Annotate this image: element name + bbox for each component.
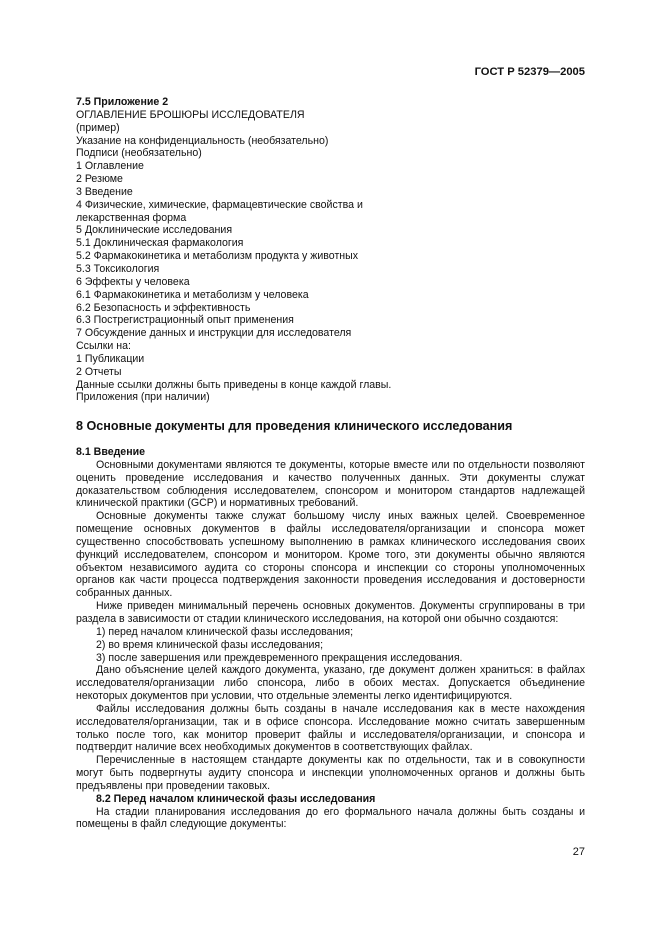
- section-8-title: 8 Основные документы для проведения клинического исследования: [76, 419, 513, 433]
- appendix-line: Указание на конфиденциальность (необязательно): [76, 134, 329, 147]
- appendix-line: 3 Введение: [76, 185, 133, 198]
- paragraph: На стадии планирования исследования до его формального начала должны быть созданы и помещены в файл следующие документы:: [76, 805, 585, 831]
- appendix-line: 6 Эффекты у человека: [76, 275, 190, 288]
- paragraph: Дано объяснение целей каждого документа, указано, где документ должен храниться: в файлах исследователя/организации либо спонсора, либо в обоих местах. Допускается объединение некоторых документов при условии, что отдельные элементы легко идентифицируются.: [76, 664, 585, 703]
- appendix-line: 2 Отчеты: [76, 365, 122, 378]
- subsection-8-2-heading: 8.2 Перед началом клинической фазы исследования: [96, 792, 376, 805]
- appendix-line: ОГЛАВЛЕНИЕ БРОШЮРЫ ИССЛЕДОВАТЕЛЯ: [76, 108, 305, 121]
- appendix-line: 2 Резюме: [76, 173, 123, 186]
- section-8-body: [76, 446, 585, 831]
- appendix-line: Приложения (при наличии): [76, 391, 210, 404]
- paragraph: Основные документы также служат большому числу иных важных целей. Своевременное помещение основных документов в файлы исследователя/организации и спонсора может существенно способствовать успешному выполнению в рамках клинического исследования своих функций исследователем, спонсором и монитором. Кроме того, эти документы обычно являются объектом независимого аудита со стороны спонсора и инспекции со стороны уполномоченных органов как части процесса подтверждения законности проведения исследования и достоверности собранных данных.: [76, 510, 585, 600]
- page-number: 27: [572, 846, 585, 858]
- paragraph: Ниже приведен минимальный перечень основных документов. Документы сгруппированы в три раздела в зависимости от стадии клинического исследования, на которой они обычно создаются:: [76, 600, 585, 625]
- paragraph: Основными документами являются те документы, которые вместе или по отдельности позволяют оценить проведение исследования и качество полученных данных. Эти документы служат доказательством соблюдения исследователем, спонсором и монитором стандартов надлежащей клинической практики (GCP) и нормативных требований.: [76, 458, 585, 510]
- appendix-block: [76, 96, 586, 404]
- appendix-line: 5.3 Токсикология: [76, 262, 160, 275]
- paragraph: Файлы исследования должны быть созданы в начале исследования как в месте нахождения исследователя/организации, так и в офисе спонсора. Исследование можно считать завершенным только после того, как монитор проверит файлы и исследователя/организации, и спонсора и подтвердит наличие всех необходимых документов в соответствующих файлах.: [76, 702, 585, 754]
- standard-header: ГОСТ Р 52379—2005: [474, 66, 585, 78]
- appendix-line: 6.1 Фармакокинетика и метаболизм у человека: [76, 288, 309, 301]
- appendix-line: 5.1 Доклиническая фармакология: [76, 237, 244, 250]
- appendix-line: 4 Физические, химические, фармацевтические свойства и: [76, 198, 363, 211]
- appendix-line: 6.2 Безопасность и эффективность: [76, 301, 251, 314]
- appendix-line: 6.3 Пострегистрационный опыт применения: [76, 314, 294, 327]
- appendix-heading: 7.5 Приложение 2: [76, 96, 169, 108]
- appendix-line: 1 Публикации: [76, 352, 145, 365]
- appendix-line: 5.2 Фармакокинетика и метаболизм продукта у животных: [76, 250, 359, 263]
- list-item: 2) во время клинической фазы исследования;: [96, 638, 324, 651]
- appendix-line: Подписи (необязательно): [76, 147, 202, 160]
- appendix-line: 1 Оглавление: [76, 160, 144, 173]
- list-item: 1) перед началом клинической фазы исследования;: [96, 625, 354, 638]
- appendix-line: Данные ссылки должны быть приведены в конце каждой главы.: [76, 378, 392, 391]
- appendix-line: лекарственная форма: [76, 211, 187, 224]
- appendix-line: 5 Доклинические исследования: [76, 224, 233, 237]
- paragraph: Перечисленные в настоящем стандарте документы как по отдельности, так и в совокупности могут быть подвергнуты аудиту спонсора и инспекции уполномоченных органов и должны быть предъявлены при проведении таковых.: [76, 754, 585, 792]
- subsection-8-1-heading: 8.1 Введение: [76, 446, 146, 458]
- list-item: 3) после завершения или преждевременного прекращения исследования.: [96, 651, 463, 664]
- appendix-line: Ссылки на:: [76, 340, 131, 353]
- appendix-line: 7 Обсуждение данных и инструкции для исследователя: [76, 327, 352, 340]
- appendix-line: (пример): [76, 121, 120, 134]
